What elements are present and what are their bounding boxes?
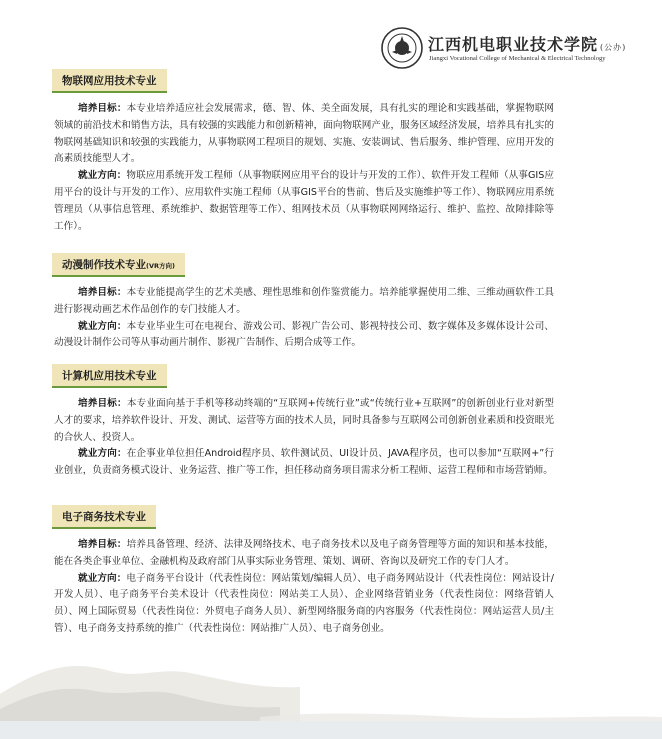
school-name-english: Jiangxi Vocational College of Mechanical & Electrical Technology [429,55,606,62]
career-direction-paragraph [54,571,554,638]
footer-band [0,721,662,739]
section-iot [54,69,554,235]
goal-label: 培养目标： [78,398,127,409]
career-direction-paragraph [54,446,554,480]
career-label: 就业方向： [78,448,127,460]
training-goal-paragraph [54,101,554,168]
section-e-commerce [54,505,554,638]
training-goal-paragraph [54,537,554,571]
goal-text: 培养具备管理、经济、法律及网络技术、电子商务技术以及电子商务管理等方面的知识和基本技能，能在各类企事业单位、金融机构及政府部门从事实际业务管理、策划、调研、咨询以及研究工作的专门人才。 [54,539,555,567]
section-title: 电子商务技术专业 [52,505,156,529]
school-type-note: (公办) [600,43,627,52]
goal-text: 本专业面向基于手机等移动终端的“互联网+传统行业”或“传统行业+互联网”的创新创业行业对新型人才的要求，培养软件设计、开发、测试、运营等方面的技术人员，同时具备参与互联网公司创新创业素质和投资眼光的合伙人、投资人。 [54,398,555,443]
section-computer-application [54,364,554,480]
section-animation [54,253,554,352]
school-name: 江西机电职业技术学院 (公办) [428,35,627,54]
goal-text: 本专业能提高学生的艺术美感、理性思维和创作鉴赏能力。培养能掌握使用二维、三维动画软件工具进行影视动画艺术作品创作的专门技能人才。 [54,287,555,315]
career-direction-paragraph [54,319,554,353]
goal-label: 培养目标： [78,103,127,114]
section-title: 计算机应用技术专业 [52,364,167,388]
career-text: 在企事业单位担任Android程序员、软件测试员、UI设计员、JAVA程序员，也可以参加“互联网+”行业创业，负责商务模式设计、业务运营、推广等工作，担任移动商务项目需求分析工程师、运营工程师和市场营销师。 [54,448,555,477]
goal-text: 本专业培养适应社会发展需求，德、智、体、美全面发展，具有扎实的理论和实践基础，掌握物联网领域的前沿技术和销售方法，具有较强的实践能力和创新精神，面向物联网产业，服务区域经济发展，培养具有扎实的物联网基础知识和较强的实践能力，从事物联网工程项目的规划、实施、安装调试、售后服务、维护管理、应用开发的高素质技能型人才。 [54,103,555,165]
section-title: 物联网应用技术专业 [52,69,167,93]
career-label: 就业方向： [78,170,127,182]
goal-label: 培养目标： [78,287,127,298]
school-logo-icon [380,26,424,70]
career-label: 就业方向： [78,320,127,332]
section-title: 动漫制作技术专业(VR方向) [52,253,185,277]
goal-label: 培养目标： [78,539,127,550]
career-text: 物联应用系统开发工程师（从事物联网应用平台的设计与开发的工作）、软件开发工程师（从事GIS应用平台的设计与开发的工作）、应用软件实施工程师（从事GIS平台的售前、售后及实施维护等工作）、物联网应用系统管理员（从事信息管理、系统维护、数据管理等工作）、组网技术员（从事物联网网络运行、维护、监控、故障排除等工作）。 [54,170,555,232]
training-goal-paragraph [54,396,554,446]
career-direction-paragraph [54,168,554,235]
school-header [380,26,650,74]
section-title-suffix: (VR方向) [146,262,175,270]
career-label: 就业方向： [78,572,127,584]
career-text: 电子商务平台设计（代表性岗位：网站策划/编辑人员）、电子商务网站设计（代表性岗位：网站设计/开发人员）、电子商务平台美术设计（代表性岗位：网站美工人员）、企业网络营销业务（代表性岗位：网络营销人员）、网上国际贸易（代表性岗位：外贸电子商务人员）、新型网络服务商的内容服务（代表性岗位：网站运营人员/主管）、电子商务支持系统的推广（代表性岗位：网站推广人员）、电子商务创业。 [54,572,555,634]
training-goal-paragraph [54,285,554,319]
career-text: 本专业毕业生可在电视台、游戏公司、影视广告公司、影视特技公司、数字媒体及多媒体设计公司、动漫设计制作公司等从事动画片制作、影视广告制作、后期合成等工作。 [54,320,555,349]
